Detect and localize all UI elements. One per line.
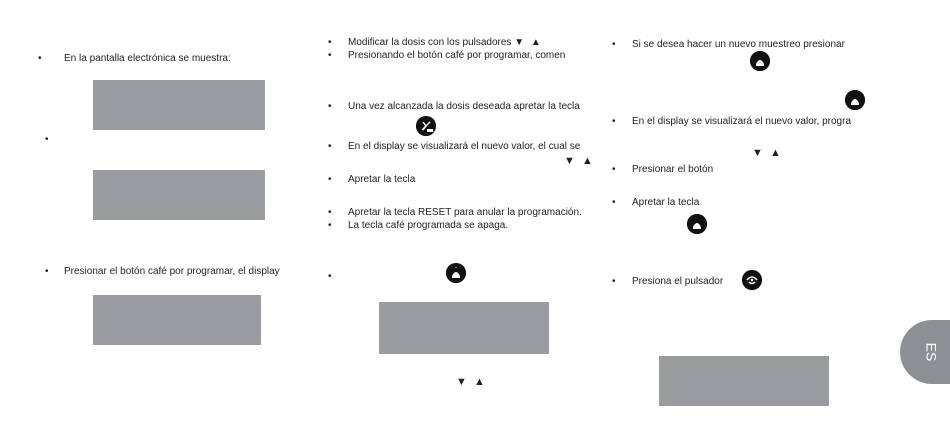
language-tab-label: ES (923, 342, 940, 362)
middle-text-2: Presionando el botón café por programar, comen (348, 50, 566, 61)
bullet: • (38, 53, 42, 64)
display-screen-2 (93, 170, 265, 220)
right-text-4: Apretar la tecla (632, 197, 700, 208)
middle-text-3: Una vez alcanzada la dosis deseada apretar la tecla (348, 101, 580, 112)
arrows-down-up: ▼ ▲ (456, 376, 487, 388)
steam-icon (742, 270, 762, 290)
cup-icon (446, 263, 466, 283)
bullet: • (328, 207, 332, 218)
middle-text-1 (348, 36, 543, 49)
arrows-down-up: ▼ ▲ (514, 37, 543, 48)
bullet: • (328, 37, 332, 48)
cup-icon (750, 51, 770, 71)
middle-text-7: La tecla café programada se apaga. (348, 220, 509, 231)
bullet: • (612, 116, 616, 127)
bullet: • (45, 134, 49, 145)
bullet: • (328, 220, 332, 231)
bullet: • (45, 266, 49, 277)
bullet: • (328, 50, 332, 61)
display-screen-3 (93, 295, 261, 345)
cup-icon (687, 214, 707, 234)
right-text-1: Si se desea hacer un nuevo muestreo presionar (632, 39, 845, 50)
right-text-2: En el display se visualizará el nuevo valor, progra (632, 116, 852, 127)
arrows-down-up: ▼ ▲ (564, 155, 595, 167)
middle-text-5: Apretar la tecla (348, 174, 416, 185)
stop-icon (416, 116, 436, 136)
language-tab (900, 320, 950, 384)
right-text-5: Presiona el pulsador (632, 276, 724, 287)
bullet: • (328, 141, 332, 152)
middle-text-1-label: Modificar la dosis con los pulsadores (348, 37, 512, 48)
left-text-2: Presionar el botón café por programar, el display (64, 266, 280, 277)
bullet: • (612, 276, 616, 287)
display-screen-1 (93, 80, 265, 130)
cup-icon (845, 90, 865, 110)
bullet: • (612, 197, 616, 208)
bullet: • (328, 174, 332, 185)
display-screen-4 (379, 302, 549, 354)
bullet: • (328, 101, 332, 112)
display-screen-5 (659, 356, 829, 406)
right-text-3: Presionar el botón (632, 164, 714, 175)
middle-text-4: En el display se visualizará el nuevo valor, el cual se (348, 141, 581, 152)
bullet: • (328, 271, 332, 282)
left-text-1: En la pantalla electrónica se muestra: (64, 53, 231, 64)
arrows-down-up: ▼ ▲ (752, 147, 783, 159)
bullet: • (612, 164, 616, 175)
middle-text-6: Apretar la tecla RESET para anular la programación. (348, 207, 582, 218)
bullet: • (612, 39, 616, 50)
